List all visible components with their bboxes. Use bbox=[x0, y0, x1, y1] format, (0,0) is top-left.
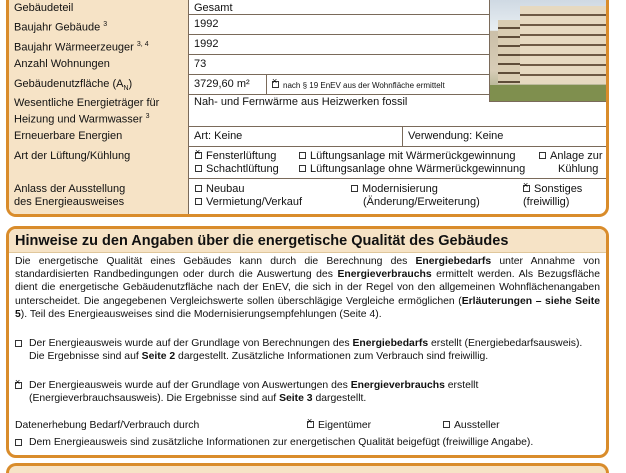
checkbox[interactable] bbox=[299, 165, 306, 172]
row-value: Gesamt bbox=[194, 2, 233, 14]
building-data-table bbox=[6, 0, 609, 217]
option-label: Neubau bbox=[206, 183, 245, 195]
photo-building-main bbox=[520, 6, 609, 84]
area-note bbox=[267, 74, 489, 94]
checkbox[interactable] bbox=[523, 185, 530, 192]
row-label bbox=[9, 14, 189, 34]
option-label: Fensterlüftung bbox=[206, 150, 277, 162]
option-label: Aussteller bbox=[454, 420, 500, 431]
row-label bbox=[9, 146, 189, 178]
item-bold-page: Seite 2 bbox=[141, 351, 176, 362]
item-bold: Energieverbrauchs bbox=[350, 380, 445, 391]
item-bold: Energiebedarfs bbox=[352, 338, 429, 349]
option-vermietung[interactable] bbox=[195, 196, 302, 209]
item-text3: dargestellt. bbox=[312, 393, 367, 404]
label-sub: N bbox=[123, 85, 129, 93]
row-value: Nah- und Fernwärme aus Heizwerken fossil bbox=[194, 96, 408, 108]
checkbox[interactable] bbox=[539, 152, 546, 159]
row-label bbox=[9, 54, 189, 74]
option-zusatzinfo[interactable] bbox=[15, 436, 598, 449]
checkbox[interactable] bbox=[195, 198, 202, 205]
row-erneuerbare bbox=[9, 126, 606, 147]
p1-bold-verbrauch: Energieverbrauchs bbox=[337, 269, 432, 281]
p1-text3: ermittelt werden. Als Bezugsfläche dient die energetische Gebäudenutzfläche nach der EnEV, die sich in der Regel von den allgemeinen Wohnflächenangaben unterscheidet. Die angegebenen Vergleichswerte sollen überschlägige Vergleiche ermöglichen ( bbox=[15, 269, 600, 307]
label-line2: des Energieausweises bbox=[14, 196, 125, 208]
item-bold-page: Seite 3 bbox=[279, 393, 313, 404]
survey-option-eigentuemer[interactable] bbox=[307, 419, 371, 432]
renewable-use: Verwendung: Keine bbox=[408, 130, 504, 142]
checkbox[interactable] bbox=[443, 421, 450, 428]
row-label bbox=[9, 74, 189, 94]
p1-text4: ). Teil des Energieausweises sind die Modernisierungsempfehlungen (Seite 4). bbox=[20, 308, 382, 320]
p1-bold-erlaeuterungen: Erläuterungen – siehe Seite 5 bbox=[15, 295, 601, 320]
row-value: 1992 bbox=[194, 38, 219, 50]
notes-title: Hinweise zu den Angaben über die energetische Qualität des Gebäudes bbox=[9, 229, 606, 253]
label-sup: 3 bbox=[145, 113, 150, 120]
row-label bbox=[9, 34, 189, 54]
label-text: Gebäudenutzfläche (A bbox=[14, 78, 124, 90]
option-label: Vermietung/Verkauf bbox=[206, 196, 303, 208]
label-text: Anzahl Wohnungen bbox=[14, 58, 110, 70]
item-text3: dargestellt. Zusätzliche Informationen zum Verbrauch sind freiwillig. bbox=[175, 351, 489, 362]
label-line1: Anlass der Ausstellung bbox=[14, 183, 126, 195]
option-lueftung-ohne-wrg[interactable] bbox=[299, 163, 525, 176]
label-text: Baujahr Wärmeerzeuger bbox=[14, 41, 134, 54]
label-text: Baujahr Gebäude bbox=[14, 21, 101, 34]
row-value: 1992 bbox=[194, 18, 219, 30]
option-schachtlueftung[interactable] bbox=[195, 163, 279, 176]
renewable-art: Art: Keine bbox=[189, 126, 403, 146]
checkbox[interactable] bbox=[15, 439, 22, 446]
row-label bbox=[9, 0, 189, 14]
label-sup: 3, 4 bbox=[136, 41, 149, 48]
option-modernisierung[interactable] bbox=[351, 183, 438, 196]
option-neubau[interactable] bbox=[195, 183, 245, 196]
option-label: Lüftungsanlage ohne Wärmerückgewinnung bbox=[310, 163, 526, 175]
p1-text2: unter Annahme von standardisierten Randbedingungen oder durch die Auswertung des bbox=[15, 256, 600, 281]
building-photo bbox=[489, 0, 609, 102]
option-fensterlueftung[interactable] bbox=[195, 150, 276, 163]
next-section-edge bbox=[6, 463, 609, 473]
checkbox[interactable] bbox=[299, 152, 306, 159]
option-label: Lüftungsanlage mit Wärmerückgewinnung bbox=[310, 150, 516, 162]
option-kuehlung-line2: Kühlung bbox=[558, 163, 599, 175]
option-label: Eigentümer bbox=[318, 420, 372, 431]
p1-text: Die energetische Qualität eines Gebäudes kann durch die Berechnung des bbox=[15, 256, 416, 267]
survey-label: Datenerhebung Bedarf/Verbrauch durch bbox=[15, 420, 200, 431]
item-text: Der Energieausweis wurde auf der Grundlage von Auswertungen des bbox=[29, 380, 351, 391]
label-text-end: ) bbox=[128, 78, 133, 90]
option-label: Anlage zur bbox=[550, 150, 603, 162]
option-lueftung-mit-wrg[interactable] bbox=[299, 150, 515, 163]
item-text2: erstellt (Energieverbrauchsausweis). Die Ergebnisse sind auf bbox=[29, 380, 479, 404]
row-label bbox=[9, 94, 189, 126]
photo-grass bbox=[490, 85, 609, 101]
item-text: Dem Energieausweis sind zusätzliche Informationen zur energetischen Qualität beigefügt (freiwillige Angabe). bbox=[29, 437, 534, 448]
row-anlass bbox=[9, 178, 606, 214]
p1-bold-bedarf: Energiebedarfs bbox=[415, 256, 492, 267]
survey-option-aussteller[interactable] bbox=[443, 419, 500, 432]
item-text: Der Energieausweis wurde auf der Grundlage von Berechnungen des bbox=[29, 338, 353, 349]
area-note-checkbox[interactable] bbox=[272, 81, 279, 88]
option-label: Schachtlüftung bbox=[206, 163, 279, 175]
checkbox[interactable] bbox=[351, 185, 358, 192]
item-text2: erstellt (Energiebedarfsausweis). Die Ergebnisse sind auf bbox=[29, 338, 583, 362]
label-text: Gebäudeteil bbox=[14, 2, 74, 14]
option-bedarfsausweis[interactable] bbox=[15, 337, 598, 363]
label-text: Art der Lüftung/Kühlung bbox=[14, 150, 131, 162]
row-lueftung bbox=[9, 146, 606, 179]
label-text: Wesentliche Energieträger für Heizung und Warmwasser bbox=[14, 97, 160, 126]
label-text: Erneuerbare Energien bbox=[14, 130, 123, 142]
area-value: 3729,60 m² bbox=[189, 74, 267, 94]
option-label: Modernisierung bbox=[362, 183, 438, 195]
checkbox[interactable] bbox=[15, 382, 22, 389]
label-sup: 3 bbox=[103, 21, 108, 28]
row-value: 73 bbox=[194, 58, 207, 70]
row-label bbox=[9, 178, 189, 214]
option-modernisierung-line2: (Änderung/Erweiterung) bbox=[363, 196, 480, 208]
option-verbrauchsausweis[interactable] bbox=[15, 379, 598, 405]
checkbox[interactable] bbox=[195, 165, 202, 172]
area-note-text: nach § 19 EnEV aus der Wohnfläche ermittelt bbox=[283, 81, 445, 90]
checkbox[interactable] bbox=[307, 421, 314, 428]
option-label: Sonstiges bbox=[534, 183, 583, 195]
option-kuehlung[interactable] bbox=[539, 150, 603, 163]
row-label bbox=[9, 126, 189, 146]
checkbox[interactable] bbox=[15, 340, 22, 347]
notes-paragraph bbox=[9, 253, 606, 323]
checkbox[interactable] bbox=[195, 152, 202, 159]
notes-section bbox=[6, 226, 609, 458]
checkbox[interactable] bbox=[195, 185, 202, 192]
option-sonstiges-line2: (freiwillig) bbox=[523, 196, 570, 208]
option-sonstiges[interactable] bbox=[523, 183, 582, 196]
